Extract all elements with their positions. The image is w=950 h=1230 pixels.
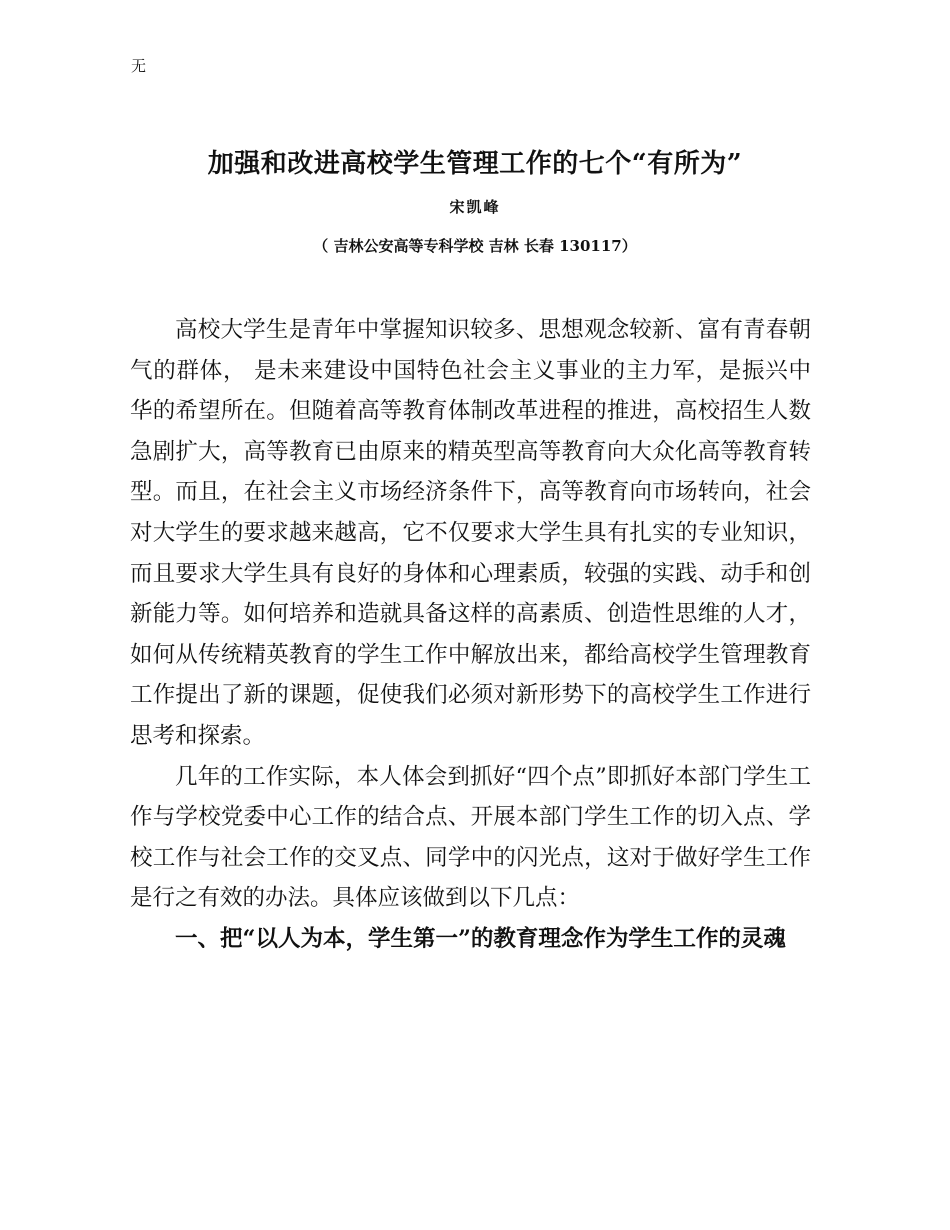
section-heading: 一、把“以人为本，学生第一”的教育理念作为学生工作的灵魂 bbox=[175, 925, 786, 952]
article-body bbox=[130, 310, 811, 960]
article-title: 加强和改进高校学生管理工作的七个“有所为” bbox=[207, 149, 743, 179]
body-paragraph: 高校大学生是青年中掌握知识较多、思想观念较新、富有青春朝气的群体， 是未来建设中国特色社会主义事业的主力军，是振兴中华的希望所在。但随着高等教育体制改革进程的推进，高校招生人数急剧扩大，高等教育已由原来的精英型高等教育向大众化高等教育转型。而且，在社会主义市场经济条件下，高等教育向市场转向，社会对大学生的要求越来越高，它不仅要求大学生具有扎实的专业知识，而且要求大学生具有良好的身体和心理素质，较强的实践、动手和创新能力等。如何培养和造就具备这样的高素质、创造性思维的人才，如何从传统精英教育的学生工作中解放出来，都给高校学生管理教育工作提出了新的课题，促使我们必须对新形势下的高校学生工作进行思考和探索。 bbox=[130, 317, 811, 749]
author-name: 宋凯峰 bbox=[449, 198, 501, 216]
header-tag: 无 bbox=[131, 57, 147, 75]
author-affiliation: （ 吉林公安高等专科学校 吉林 长春 130117） bbox=[313, 237, 637, 255]
body-paragraph: 几年的工作实际，本人体会到抓好“四个点”即抓好本部门学生工作与学校党委中心工作的结合点、开展本部门学生工作的切入点、学校工作与社会工作的交叉点、同学中的闪光点，这对于做好学生工作是行之有效的办法。具体应该做到以下几点： bbox=[130, 763, 811, 912]
